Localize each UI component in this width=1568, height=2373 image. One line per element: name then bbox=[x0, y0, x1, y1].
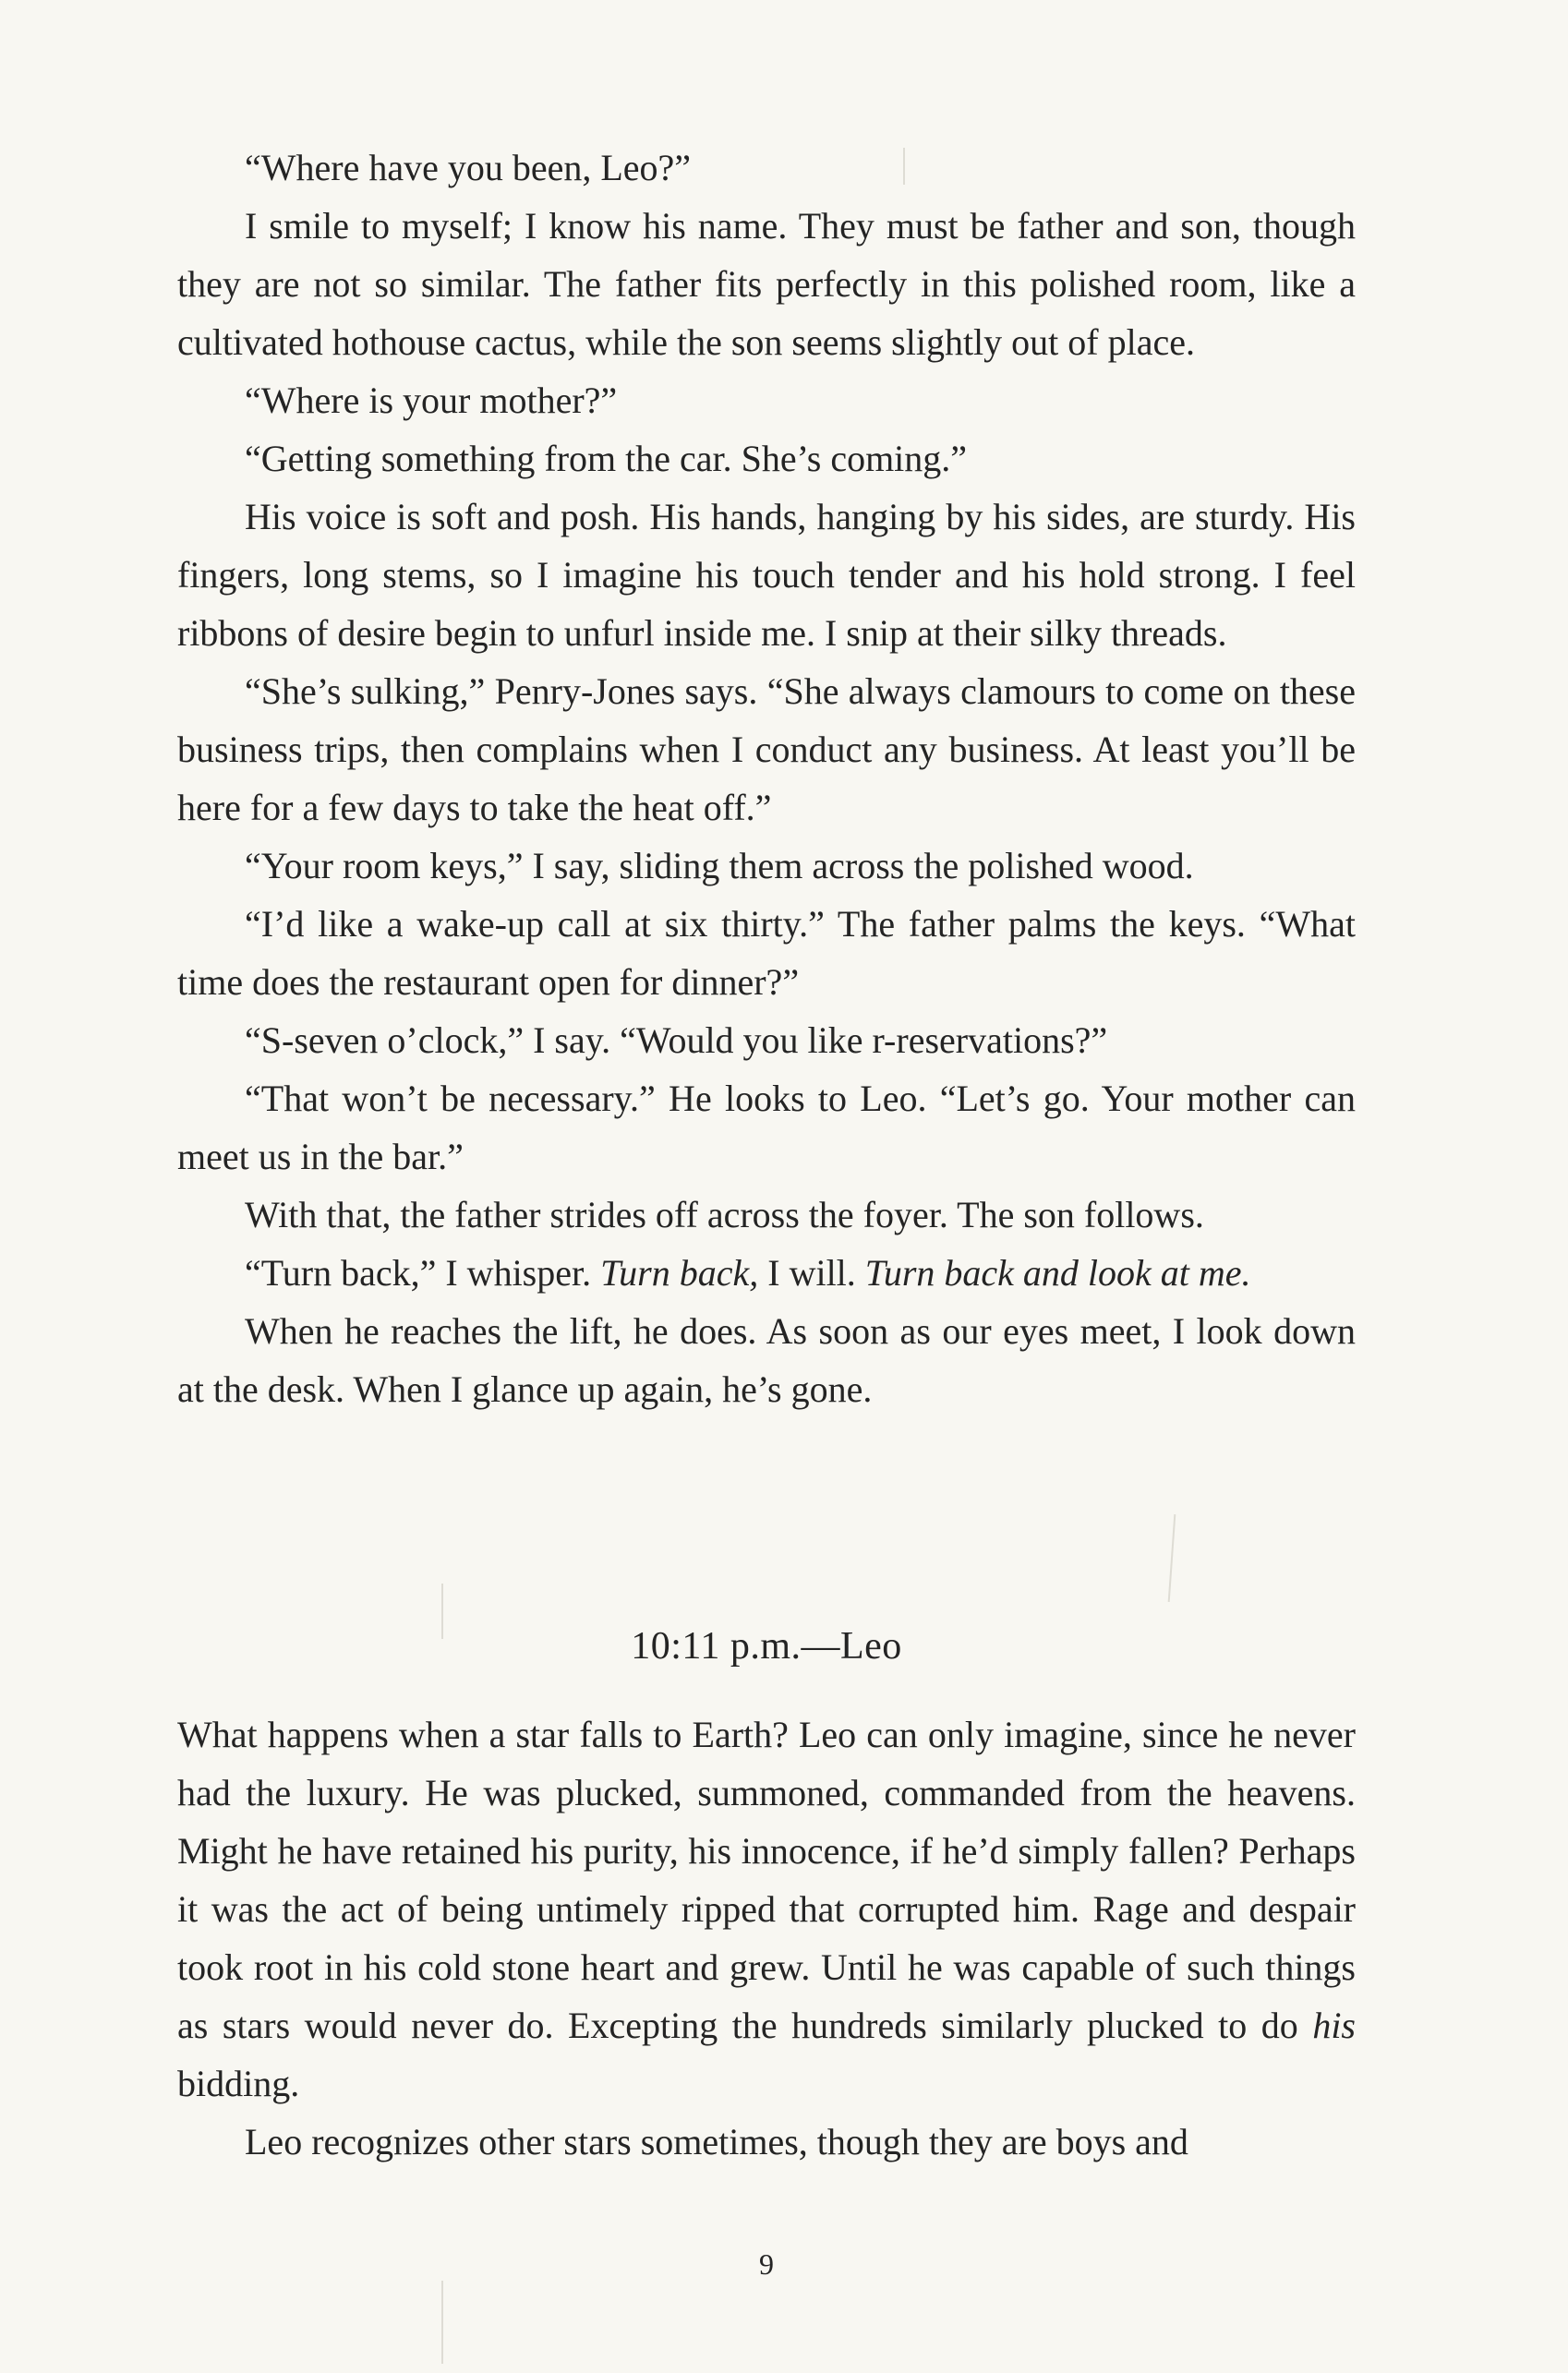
paragraph: “Where have you been, Leo?” bbox=[245, 147, 692, 188]
scan-artifact bbox=[1168, 1514, 1176, 1602]
italic-span: his bbox=[1312, 2005, 1356, 2046]
body-text-part-1 bbox=[177, 139, 1356, 1418]
paragraph: I smile to myself; I know his name. They must be father and son, though they are not so similar. The father fits perfectly in this polished room, like a cultivated hothouse cactus, while the son seems slightly out of place. bbox=[177, 205, 1356, 363]
paragraph: “Your room keys,” I say, sliding them across the polished wood. bbox=[245, 845, 1194, 886]
italic-span: Turn back, bbox=[600, 1252, 759, 1294]
italic-span: Turn back and look at me. bbox=[864, 1252, 1251, 1294]
paragraph: When he reaches the lift, he does. As soon as our eyes meet, I look down at the desk. When I glance up again, he’s gone. bbox=[177, 1310, 1356, 1410]
text-span: What happens when a star falls to Earth? Leo can only imagine, since he never had the luxury. He was plucked, summoned, commanded from the heavens. Might he have retained his purity, his innocence, if he’d simply fallen? Perhaps it was the act of being untimely ripped that corrupted him. Rage and despair took root in his cold stone heart and grew. Until he was capable of such things as stars would never do. Excepting the hundreds similarly plucked to do bbox=[177, 1714, 1356, 2046]
paragraph-with-italics bbox=[177, 1705, 1356, 2113]
text-span: I will. bbox=[758, 1252, 865, 1294]
paragraph: “Getting something from the car. She’s coming.” bbox=[245, 438, 968, 479]
text-span: bidding. bbox=[177, 2063, 300, 2104]
text-span: “Turn back,” I whisper. bbox=[245, 1252, 601, 1294]
paragraph: With that, the father strides off across the foyer. The son follows. bbox=[245, 1194, 1204, 1235]
paragraph: “S-seven o’clock,” I say. “Would you like r-reservations?” bbox=[245, 1019, 1108, 1061]
paragraph: “I’d like a wake-up call at six thirty.” The father palms the keys. “What time does the restaurant open for dinner?” bbox=[177, 903, 1356, 1003]
paragraph: “Where is your mother?” bbox=[245, 379, 618, 421]
page-number: 9 bbox=[759, 2247, 774, 2281]
body-text-part-2 bbox=[177, 1705, 1356, 2171]
section-heading: 10:11 p.m.—Leo bbox=[631, 1625, 902, 1668]
paragraph: “She’s sulking,” Penry-Jones says. “She always clamours to come on these business trips, then complains when I conduct any business. At least you’ll be here for a few days to take the heat off.” bbox=[177, 670, 1356, 828]
paragraph: Leo recognizes other stars sometimes, though they are boys and bbox=[245, 2121, 1188, 2162]
scan-artifact bbox=[441, 2281, 443, 2364]
paragraph-with-italics bbox=[177, 1244, 1356, 1302]
paragraph: His voice is soft and posh. His hands, hanging by his sides, are sturdy. His fingers, long stems, so I imagine his touch tender and his hold strong. I feel ribbons of desire begin to unfurl inside me. I snip at their silky threads. bbox=[177, 496, 1356, 654]
paragraph: “That won’t be necessary.” He looks to Leo. “Let’s go. Your mother can meet us in the bar.” bbox=[177, 1078, 1356, 1177]
